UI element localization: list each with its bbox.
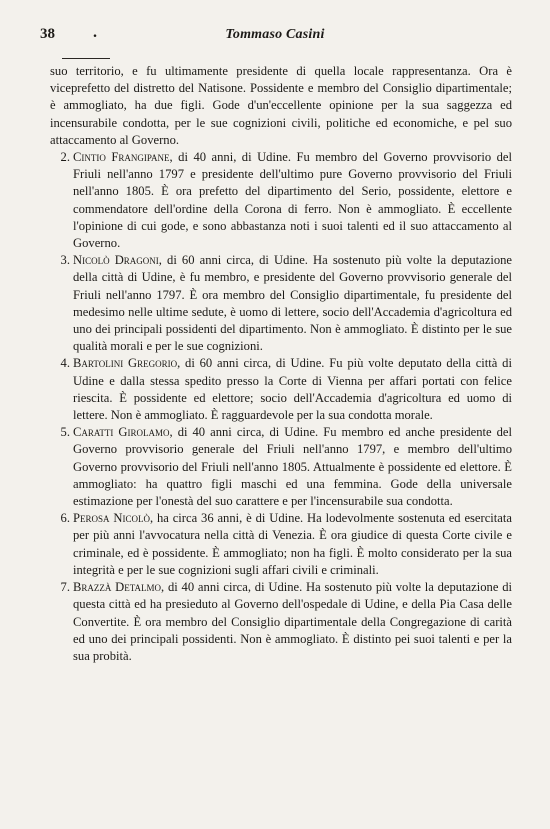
entry-text: di 40 anni circa, di Udine. Fu membro ed anche presidente del Governo provvisorio generale del Friuli nell'anno 1797, e membro dell'ultimo Governo provvisorio del Friuli nell'anno 1805. Attualmente è possidente ed elettore. È ammogliato: ha quattro figli maschi ed una femmina. Gode della universale estimazione per l'onestà del suo carattere e per l'incensurabile sua condotta.: [73, 425, 512, 509]
entry-name: Cintio Frangipane,: [73, 150, 173, 165]
entry-number: 7.: [60, 580, 70, 595]
page-body: [50, 63, 512, 665]
entry-name: Brazzà Detalmo,: [73, 580, 165, 595]
entry-text: di 60 anni circa, di Udine. Ha sostenuto più volte la deputazione della città di Udine, è fu membro, e presidente del Governo provvisorio generale del Friuli nell'anno 1797. È ora membro del Consiglio dipartimentale, fu presidente del medesimo nelle ultime sedute, è uomo di lettere, socio dell'Accademia d'agricoltura ed uno dei principali possidenti del dipartimento. Non è ammogliato. È distinto per le sue qualità morali e per le sue cognizioni.: [73, 253, 512, 354]
entry-4: [50, 355, 512, 424]
entry-text: di 40 anni, di Udine. Fu membro del Governo provvisorio del Friuli nell'anno 1797 e presidente dell'ultimo pure Governo provvisorio del Friuli nell'anno 1805. È ora prefetto del dipartimento del Serio, possidente, elettore e commendatore dell'ordine della Corona di ferro. Non è ammogliato. È eccellente l'opinione di cui gode, e sono abbastanza noti i suoi talenti ed il suo attaccamento al Governo.: [73, 150, 513, 251]
entry-text: di 40 anni circa, di Udine. Ha sostenuto più volte la deputazione di questa città ed ha presieduto al Governo dell'ospedale di Udine, e della Pia Casa delle Convertite. È ora membro del Consiglio dipartimentale della Congregazione di carità ed uno dei principali possidenti. Non è ammogliato. È distinto pei suoi talenti e per la sua probità.: [73, 580, 512, 663]
entry-7: [50, 579, 512, 665]
entry-name: Nicolò Dragoni,: [73, 253, 162, 268]
entry-3: [50, 252, 512, 355]
entry-5: [50, 424, 512, 510]
entry-6: [50, 510, 512, 579]
entry-2: [50, 149, 512, 252]
page-header: [40, 26, 510, 48]
intro-paragraph: suo territorio, e fu ultimamente presidente di quella locale rappresentanza. Ora è viceprefetto del distretto del Natisone. Possidente e membro del Consiglio dipartimentale; è ammogliato, ha due figli. Gode d'un'eccellente opinione per la sua saggezza ed incensurabile condotta, per le sue cognizioni civili, politiche ed economiche, e pel suo attaccamento al Governo.: [50, 64, 512, 147]
entry-name: Caratti Girolamo,: [73, 425, 173, 440]
entry-number: 5.: [60, 425, 70, 440]
header-dot: .: [93, 24, 97, 41]
entry-text: ha circa 36 anni, è di Udine. Ha lodevolmente sostenuta ed esercitata per più anni l'avvocatura nella città di Venezia. È ora giudice di questa Corte civile e criminale, ed è possidente. È ammogliato; non ha figli. È molto considerato per la sua integrità e per le sue cognizioni sugli affari civili e criminali.: [73, 511, 512, 577]
entry-name: Bartolini Gregorio,: [73, 356, 181, 371]
entry-number: 2.: [60, 150, 70, 165]
header-rule: [62, 58, 110, 59]
entry-number: 3.: [60, 253, 70, 268]
entry-number: 4.: [60, 356, 70, 371]
page-number: 38: [40, 26, 55, 42]
entry-text: di 60 anni circa, di Udine. Fu più volte deputato della città di Udine e dalla stessa spedito presso la Corte di Vienna per affari portati con felice riescita. È possidente ed elettore; socio dell'Accademia d'agricoltura ed uomo di lettere. Non è ammogliato. È ragguardevole per la sua condotta morale.: [73, 356, 512, 423]
entry-number: 6.: [60, 511, 70, 526]
running-title: Tommaso Casini: [225, 27, 325, 42]
entry-name: Perosa Nicolò,: [73, 511, 154, 526]
